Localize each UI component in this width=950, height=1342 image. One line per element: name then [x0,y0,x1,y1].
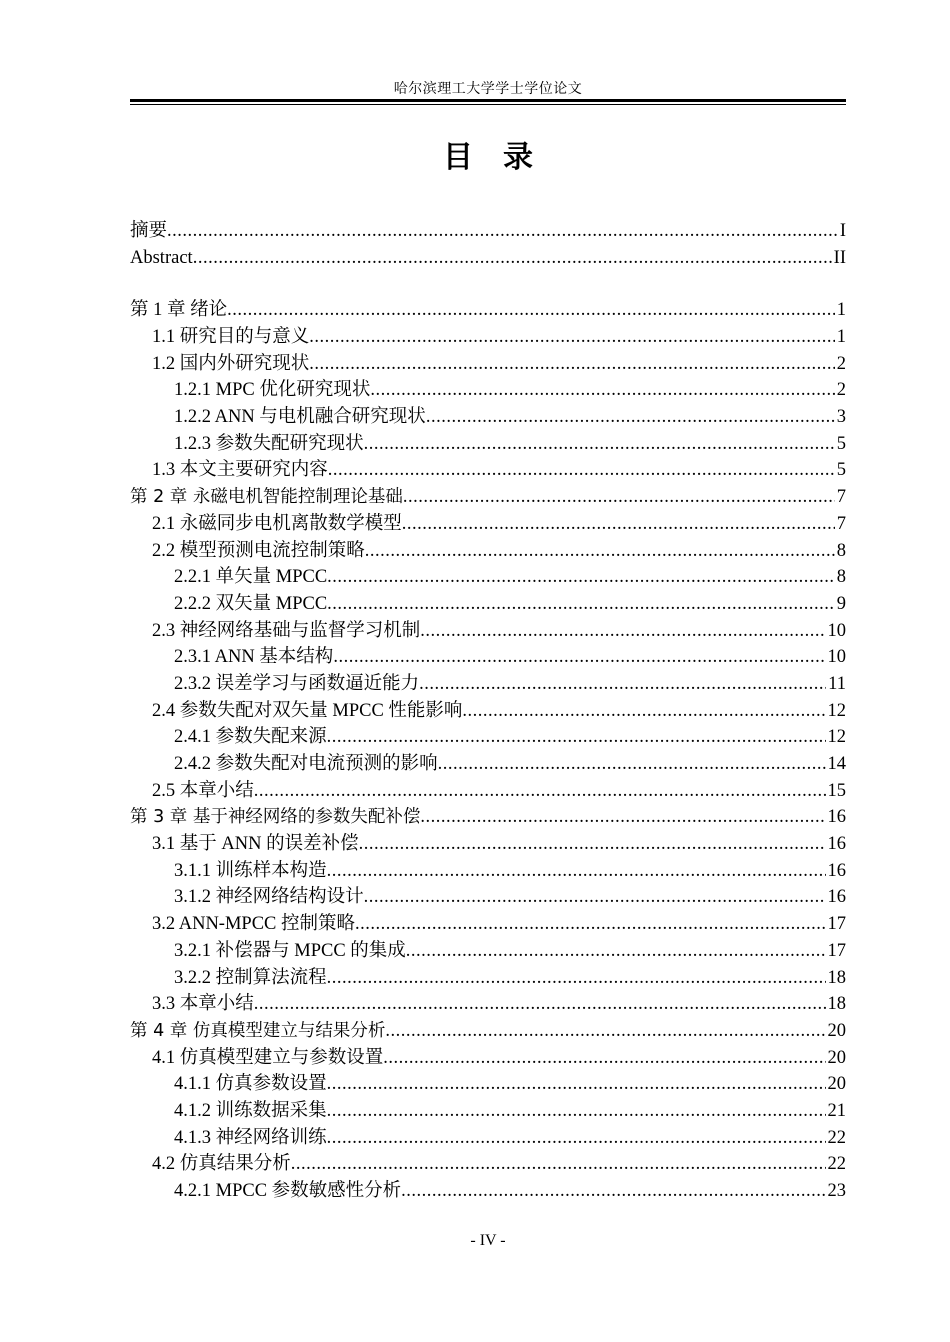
toc-entry[interactable] [130,724,846,751]
toc-leader-dots [383,1045,825,1072]
toc-entry[interactable] [130,324,846,351]
toc-entry-label: 1.2 国内外研究现状 [152,353,310,374]
toc-entry[interactable] [130,218,846,245]
toc-leader-dots [309,324,834,351]
toc-entry-page: 2 [836,353,846,374]
toc-entry[interactable] [130,1071,846,1098]
toc-leader-dots [419,671,826,698]
toc-entry-page: 16 [827,887,846,908]
toc-entry[interactable] [130,351,846,378]
toc-leader-dots [193,245,832,272]
toc-entry-page: 2 [836,380,846,401]
toc-entry[interactable] [130,938,846,965]
toc-entry-page: 12 [827,727,846,748]
toc-entry-page: 16 [827,807,846,828]
toc-entry-page: 20 [827,1074,846,1095]
toc-entry-page: 10 [827,620,846,641]
toc-leader-dots [309,351,834,378]
toc-leader-dots [327,965,826,992]
toc-leader-dots [327,724,826,751]
toc-entry-label: 2.5 本章小结 [152,780,254,801]
toc-leader-dots [327,1125,826,1152]
toc-entry-label: 2.3.1 ANN 基本结构 [174,647,334,668]
toc-entry[interactable] [130,831,846,858]
toc-leader-dots [359,831,826,858]
toc-entry[interactable] [130,751,846,778]
toc-entry-page: 7 [836,487,846,508]
toc-entry-page: 3 [836,407,846,428]
toc-entry-page: 16 [827,834,846,855]
toc-leader-dots [385,1018,825,1045]
toc-title: 目录 [443,140,563,175]
toc-entry[interactable] [130,778,846,805]
toc-entry-page: 17 [827,914,846,935]
toc-entry[interactable] [130,591,846,618]
toc-entry-label: 2.3.2 误差学习与函数逼近能力 [174,673,420,694]
toc-entry-page: 23 [827,1181,846,1202]
toc-entry[interactable] [130,484,846,511]
toc-leader-dots [355,911,825,938]
toc-entry[interactable] [130,1178,846,1205]
toc-entry[interactable] [130,804,846,831]
toc-entry[interactable] [130,1045,846,1072]
toc-entry-label: 2.2.1 单矢量 MPCC [174,567,328,588]
toc-entry[interactable] [130,511,846,538]
toc-entry-label: 4.1 仿真模型建立与参数设置 [152,1047,384,1068]
toc-entry[interactable] [130,1018,846,1045]
toc-leader-dots [254,778,826,805]
toc-entry[interactable] [130,858,846,885]
toc-entry[interactable] [130,965,846,992]
toc-entry[interactable] [130,431,846,458]
page-number: - IV - [470,1232,506,1249]
toc-entry[interactable] [130,458,846,485]
toc-entry-page: 5 [836,433,846,454]
toc-leader-dots [291,1151,826,1178]
toc-leader-dots [364,431,835,458]
toc-entry-label: 2.2.2 双矢量 MPCC [174,593,328,614]
toc-leader-dots [438,751,826,778]
toc-leader-dots [420,804,825,831]
toc-entry[interactable] [130,377,846,404]
toc-leader-dots [420,618,825,645]
toc-entry-label: 摘要 [130,220,168,241]
toc-entry-page: 22 [827,1127,846,1148]
toc-entry-page: 10 [827,647,846,668]
toc-leader-dots [426,404,835,431]
toc-entry-page: I [839,220,846,241]
toc-entry-label: 1.2.3 参数失配研究现状 [174,433,364,454]
toc-leader-dots [333,644,825,671]
toc-entry-label: 4.1.1 仿真参数设置 [174,1074,327,1095]
toc-entry-page: 12 [827,700,846,721]
toc-entry[interactable] [130,911,846,938]
toc-leader-dots [327,1071,826,1098]
toc-entry-page: 8 [836,540,846,561]
toc-leader-dots [167,218,838,245]
toc-entry-label: 2.3 神经网络基础与监督学习机制 [152,620,421,641]
toc-leader-dots [406,938,826,965]
toc-entry-label: 4.2.1 MPCC 参数敏感性分析 [174,1181,402,1202]
toc-entry[interactable] [130,991,846,1018]
toc-leader-dots [254,991,826,1018]
toc-entry[interactable] [130,618,846,645]
toc-entry-page: 21 [827,1100,846,1121]
toc-entry-page: 1 [836,300,846,321]
toc-entry-label: 1.1 研究目的与意义 [152,327,310,348]
page-header: 哈尔滨理工大学学士学位论文 [393,82,583,97]
toc-entry[interactable] [130,564,846,591]
toc-entry-label: 4.2 仿真结果分析 [152,1154,291,1175]
toc-entry-label: 3.1.1 训练样本构造 [174,860,327,881]
toc-entry[interactable] [130,404,846,431]
toc-entry-label: 1.3 本文主要研究内容 [152,460,328,481]
toc-leader-dots [401,1178,825,1205]
toc-entry-label: 1.2.1 MPC 优化研究现状 [174,380,371,401]
header-rule-thin [130,104,846,105]
toc-entry-label: Abstract [130,247,193,268]
toc-entry-page: 18 [827,967,846,988]
toc-leader-dots [365,538,835,565]
toc-leader-dots [402,511,835,538]
toc-entry-page: 11 [828,673,846,694]
toc-entry-page: 5 [836,460,846,481]
toc-entry-label: 2.2 模型预测电流控制策略 [152,540,365,561]
toc-entry-label: 2.1 永磁同步电机离散数学模型 [152,513,402,534]
toc-entry-label: 3.1 基于 ANN 的误差补偿 [152,834,359,855]
toc-entry-label: 3.1.2 神经网络结构设计 [174,887,364,908]
toc-entry-page: 16 [827,860,846,881]
toc-entry-page: 7 [836,513,846,534]
toc-entry-label: 3.2 ANN-MPCC 控制策略 [152,914,356,935]
toc-entry[interactable] [130,644,846,671]
toc-entry-label: 2.4 参数失配对双矢量 MPCC 性能影响 [152,700,463,721]
toc-entry[interactable] [130,698,846,725]
toc-entry-page: 15 [827,780,846,801]
toc-entry-label: 第 3 章 基于神经网络的参数失配补偿 [130,807,421,828]
toc-entry-label: 4.1.3 神经网络训练 [174,1127,327,1148]
toc-entry-page: 20 [827,1047,846,1068]
toc-leader-dots [327,858,826,885]
header-rule-thick [130,99,846,102]
toc-entry[interactable] [130,1125,846,1152]
toc-entry-label: 3.3 本章小结 [152,994,254,1015]
toc-entry[interactable] [130,885,846,912]
toc-entry-label: 4.1.2 训练数据采集 [174,1100,327,1121]
toc-entry[interactable] [130,245,846,272]
toc-entry-page: 20 [827,1020,846,1041]
toc-entry-page: 9 [836,593,846,614]
toc-leader-dots [462,698,825,725]
toc-entry-label: 第 1 章 绪论 [130,300,228,321]
toc-entry-label: 第 2 章 永磁电机智能控制理论基础 [130,487,403,508]
toc-entry-page: II [833,247,846,268]
toc-entry-page: 22 [827,1154,846,1175]
toc-entry-page: 8 [836,567,846,588]
toc-leader-dots [403,484,835,511]
toc-entry[interactable] [130,1151,846,1178]
toc-leader-dots [327,1098,826,1125]
toc-entry-label: 2.4.2 参数失配对电流预测的影响 [174,754,438,775]
toc-entry[interactable] [130,538,846,565]
toc-entry[interactable] [130,671,846,698]
toc-entry-label: 3.2.2 控制算法流程 [174,967,327,988]
toc-entry[interactable] [130,1098,846,1125]
toc-entry-label: 1.2.2 ANN 与电机融合研究现状 [174,407,426,428]
toc-leader-dots [370,377,834,404]
toc-leader-dots [327,564,835,591]
table-of-contents [130,218,846,1205]
toc-entry-page: 17 [827,940,846,961]
toc-leader-dots [227,297,835,324]
toc-entry-page: 18 [827,994,846,1015]
toc-leader-dots [327,591,835,618]
toc-entry-label: 3.2.1 补偿器与 MPCC 的集成 [174,940,406,961]
toc-entry-page: 14 [827,754,846,775]
toc-leader-dots [328,457,835,484]
toc-entry[interactable] [130,297,846,324]
toc-entry-page: 1 [836,327,846,348]
toc-entry-label: 第 4 章 仿真模型建立与结果分析 [130,1020,386,1041]
toc-leader-dots [364,884,826,911]
toc-entry-label: 2.4.1 参数失配来源 [174,727,327,748]
